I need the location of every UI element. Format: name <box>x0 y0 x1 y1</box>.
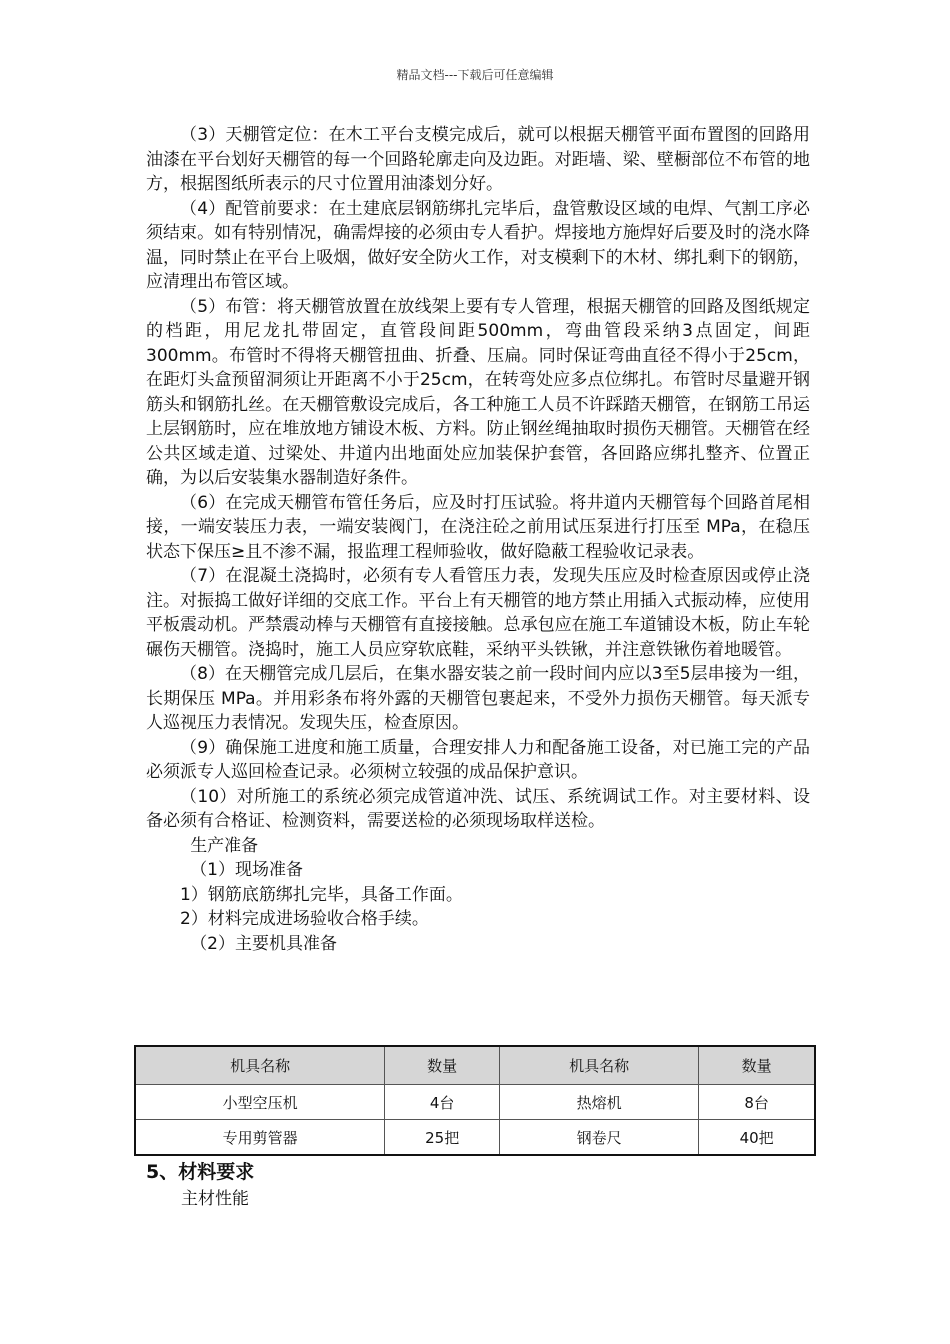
table-cell: 专用剪管器 <box>135 1120 385 1156</box>
paragraph-3: （3）天棚管定位：在木工平台支模完成后，就可以根据天棚管平面布置图的回路用油漆在平台划好天棚管的每一个回路轮廓走向及边距。对距墙、梁、壁橱部位不布管的地方，根据图纸所表示的尺寸位置用油漆划分好。 <box>146 125 810 194</box>
prep-site-heading: （1）现场准备 <box>190 860 304 880</box>
paragraph-5: （5）布管：将天棚管放置在放线架上要有专人管理，根据天棚管的回路及图纸规定的档距，用尼龙扎带固定，直管段间距500mm，弯曲管段采纳3点固定，间距300mm。布管时不得将天棚管扭曲、折叠、压扁。同时保证弯曲直径不得小于25cm，在距灯头盒预留洞须让开距离不小于25cm，在转弯处应多点位绑扎。布管时尽量避开钢筋头和钢筋扎丝。在天棚管敷设完成后，各工种施工人员不许踩踏天棚管，在钢筋工吊运上层钢筋时，应在堆放地方铺设木板、方料。防止钢丝绳抽取时损伤天棚管。天棚管在经公共区域走道、过梁处、井道内出地面处应加装保护套管，各回路应绑扎整齐、位置正确，为以后安装集水器制造好条件。 <box>146 296 810 488</box>
table-cell: 小型空压机 <box>135 1085 385 1120</box>
header-quantity-1: 数量 <box>385 1046 500 1085</box>
prep-item-2: 2）材料完成进场验收合格手续。 <box>180 909 429 929</box>
prep-item-1: 1）钢筋底筋绑扎完毕，具备工作面。 <box>180 884 463 905</box>
table-cell: 钢卷尺 <box>499 1120 698 1156</box>
document-body <box>146 123 810 956</box>
table-row <box>135 1085 815 1120</box>
paragraph-6: （6）在完成天棚管布管任务后，应及时打压试验。将井道内天棚管每个回路首尾相接，一端安装压力表，一端安装阀门，在浇注砼之前用试压泵进行打压至 MPa，在稳压状态下保压≥且不渗不漏，报监理工程师验收，做好隐蔽工程验收记录表。 <box>146 492 810 562</box>
table-cell: 40把 <box>699 1120 815 1156</box>
table-row <box>135 1120 815 1156</box>
table-cell: 热熔机 <box>499 1085 698 1120</box>
table-cell: 4台 <box>385 1085 500 1120</box>
header-machine-name-2: 机具名称 <box>499 1046 698 1085</box>
paragraph-8: （8）在天棚管完成几层后，在集水器安装之前一段时间内应以3至5层串接为一组，长期保压 MPa。并用彩条布将外露的天棚管包裹起来，不受外力损伤天棚管。每天派专人巡视压力表情况。发现失压，检查原因。 <box>146 664 810 733</box>
paragraph-7: （7）在混凝土浇捣时，必须有专人看管压力表，发现失压应及时检查原因或停止浇注。对振捣工做好详细的交底工作。平台上有天棚管的地方禁止用插入式振动棒，应使用平板震动机。严禁震动棒与天棚管有直接接触。总承包应在施工车道铺设木板，防止车轮碾伤天棚管。浇捣时，施工人员应穿软底鞋，采纳平头铁锹，并注意铁锹伤着地暖管。 <box>146 566 810 660</box>
header-machine-name-1: 机具名称 <box>135 1046 385 1085</box>
machines-table <box>134 1045 816 1156</box>
table-cell: 25把 <box>385 1120 500 1156</box>
prep-machines-heading: （2）主要机具准备 <box>190 933 338 954</box>
prep-title: 生产准备 <box>190 835 259 856</box>
paragraph-4: （4）配管前要求：在土建底层钢筋绑扎完毕后，盘管敷设区域的电焊、气割工序必须结束。如有特别情况，确需焊接的必须由专人看护。焊接地方施焊好后要及时的浇水降温，同时禁止在平台上吸烟，做好安全防火工作，对支模剩下的木材、绑扎剩下的钢筋，应清理出布管区域。 <box>146 198 810 292</box>
table-cell: 8台 <box>699 1085 815 1120</box>
section-5-heading: 5、材料要求 <box>146 1161 255 1183</box>
paragraph-9: （9）确保施工进度和施工质量，合理安排人力和配备施工设备，对已施工完的产品必须派专人巡回检查记录。必须树立较强的成品保护意识。 <box>146 737 810 782</box>
page-header: 精品文档---下载后可任意编辑 <box>396 68 554 82</box>
table-header-row <box>135 1046 815 1085</box>
paragraph-10: （10）对所施工的系统必须完成管道冲洗、试压、系统调试工作。对主要材料、设备必须有合格证、检测资料，需要送检的必须现场取样送检。 <box>146 786 810 831</box>
header-quantity-2: 数量 <box>699 1046 815 1085</box>
section-5-subheading: 主材性能 <box>181 1189 249 1209</box>
